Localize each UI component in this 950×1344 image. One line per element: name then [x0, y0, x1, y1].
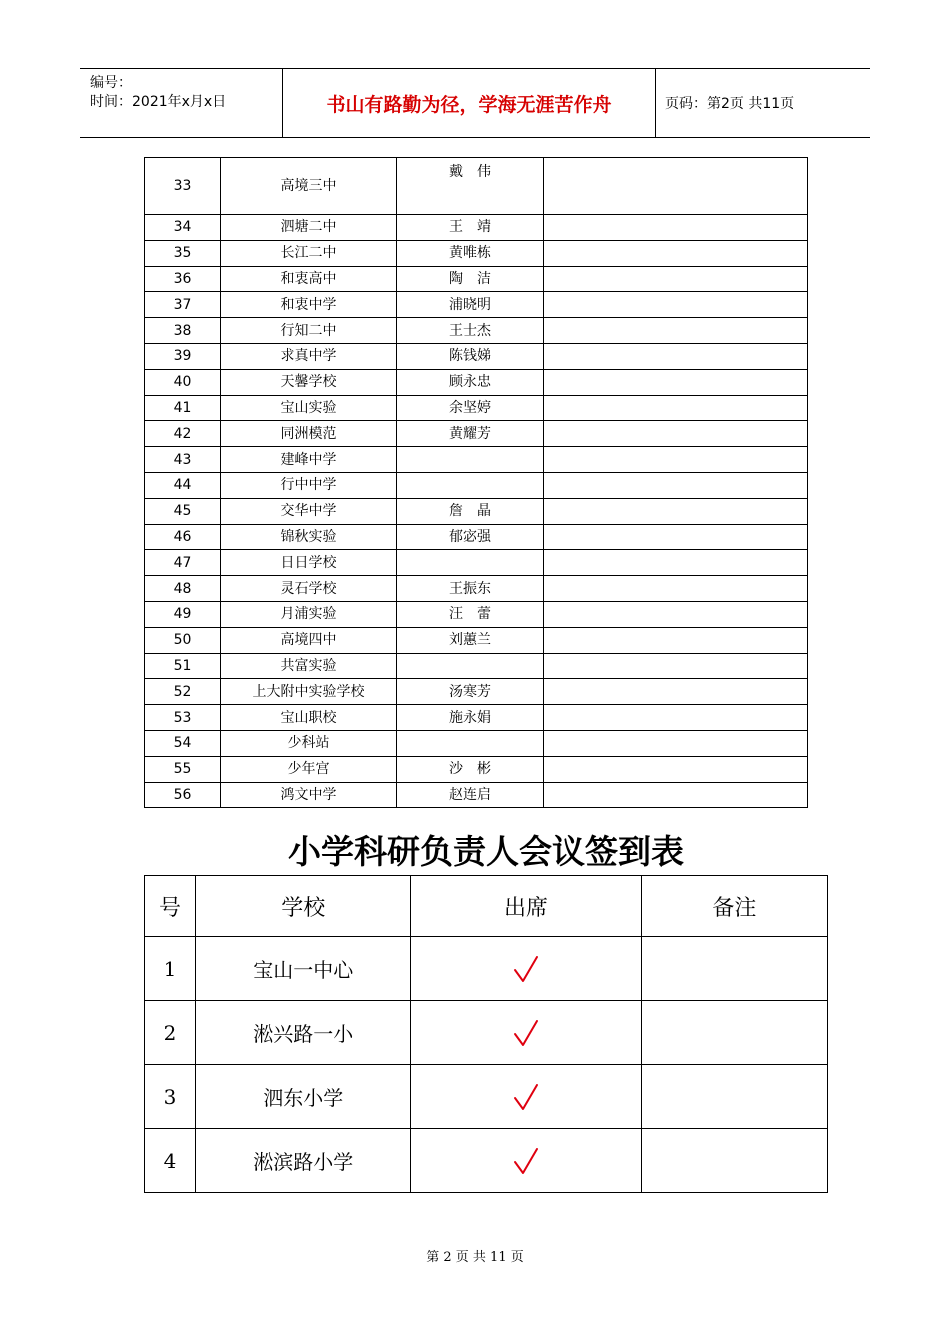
contact-person — [397, 447, 544, 473]
page-header — [80, 68, 870, 138]
school-name: 高境四中 — [221, 627, 397, 653]
row-number: 42 — [145, 421, 221, 447]
secondary-school-table-body — [145, 158, 808, 808]
row-number: 33 — [145, 158, 221, 215]
header-note: 备注 — [641, 876, 827, 937]
contact-person: 沙 彬 — [397, 756, 544, 782]
row-number: 43 — [145, 447, 221, 473]
table-row — [145, 1001, 828, 1065]
school-name: 月浦实验 — [221, 601, 397, 627]
contact-person: 詹 晶 — [397, 498, 544, 524]
row-number: 48 — [145, 576, 221, 602]
remark — [544, 653, 808, 679]
remark — [544, 215, 808, 241]
school-name: 天馨学校 — [221, 369, 397, 395]
row-number: 41 — [145, 395, 221, 421]
row-number: 36 — [145, 266, 221, 292]
school-name: 长江二中 — [221, 240, 397, 266]
header-page-info: 页码：第2页 共11页 — [665, 96, 795, 112]
remark — [641, 1065, 827, 1129]
row-number: 45 — [145, 498, 221, 524]
remark — [641, 937, 827, 1001]
remark — [544, 158, 808, 215]
remark — [641, 1129, 827, 1193]
contact-person: 陈钱娣 — [397, 343, 544, 369]
school-name: 灵石学校 — [221, 576, 397, 602]
serial-label: 编号： — [90, 75, 132, 91]
contact-person: 黄唯栋 — [397, 240, 544, 266]
table-row — [145, 421, 808, 447]
remark — [544, 447, 808, 473]
table-row — [145, 576, 808, 602]
table-row — [145, 395, 808, 421]
remark — [544, 498, 808, 524]
school-name: 宝山职校 — [221, 705, 397, 731]
attendance-cell — [411, 1129, 641, 1193]
table-row — [145, 730, 808, 756]
remark — [544, 730, 808, 756]
page-footer: 第 2 页 共 11 页 — [426, 1250, 524, 1265]
school-name: 宝山一中心 — [196, 937, 411, 1001]
contact-person — [397, 653, 544, 679]
table-row — [145, 266, 808, 292]
contact-person: 陶 洁 — [397, 266, 544, 292]
remark — [544, 369, 808, 395]
remark — [544, 756, 808, 782]
attendance-cell — [411, 1001, 641, 1065]
school-name: 泗东小学 — [196, 1065, 411, 1129]
school-name: 行知二中 — [221, 318, 397, 344]
row-number: 49 — [145, 601, 221, 627]
school-name: 宝山实验 — [221, 395, 397, 421]
row-number: 1 — [145, 937, 196, 1001]
row-number: 38 — [145, 318, 221, 344]
row-number: 3 — [145, 1065, 196, 1129]
remark — [544, 705, 808, 731]
contact-person: 汤寒芳 — [397, 679, 544, 705]
header-attend: 出席 — [411, 876, 641, 937]
contact-person: 王士杰 — [397, 318, 544, 344]
table-row — [145, 653, 808, 679]
table-row — [145, 550, 808, 576]
sign-in-table-header — [145, 876, 828, 937]
contact-person: 黄耀芳 — [397, 421, 544, 447]
table-row — [145, 498, 808, 524]
row-number: 39 — [145, 343, 221, 369]
school-name: 和衷高中 — [221, 266, 397, 292]
school-name: 同洲模范 — [221, 421, 397, 447]
school-name: 和衷中学 — [221, 292, 397, 318]
table-row — [145, 627, 808, 653]
remark — [544, 472, 808, 498]
remark — [544, 679, 808, 705]
school-name: 淞滨路小学 — [196, 1129, 411, 1193]
contact-person: 王 靖 — [397, 215, 544, 241]
row-number: 54 — [145, 730, 221, 756]
row-number: 56 — [145, 782, 221, 808]
school-name: 共富实验 — [221, 653, 397, 679]
school-name: 淞兴路一小 — [196, 1001, 411, 1065]
school-name: 泗塘二中 — [221, 215, 397, 241]
school-name: 日日学校 — [221, 550, 397, 576]
remark — [544, 782, 808, 808]
remark — [544, 627, 808, 653]
row-number: 47 — [145, 550, 221, 576]
remark — [544, 601, 808, 627]
contact-person: 王振东 — [397, 576, 544, 602]
remark — [544, 318, 808, 344]
contact-person — [397, 472, 544, 498]
header-school: 学校 — [196, 876, 411, 937]
school-name: 上大附中实验学校 — [221, 679, 397, 705]
contact-person — [397, 730, 544, 756]
contact-person: 顾永忠 — [397, 369, 544, 395]
contact-person: 赵连启 — [397, 782, 544, 808]
table-row — [145, 679, 808, 705]
school-name: 锦秋实验 — [221, 524, 397, 550]
check-mark-icon — [513, 1147, 539, 1175]
table-row — [145, 158, 808, 215]
remark — [544, 524, 808, 550]
table-row — [145, 601, 808, 627]
row-number: 50 — [145, 627, 221, 653]
contact-person — [397, 550, 544, 576]
school-name: 少科站 — [221, 730, 397, 756]
contact-person: 郁宓强 — [397, 524, 544, 550]
table-row — [145, 369, 808, 395]
attendance-cell — [411, 1065, 641, 1129]
remark — [641, 1001, 827, 1065]
row-number: 51 — [145, 653, 221, 679]
contact-person: 戴 伟 — [397, 158, 544, 215]
header-motto: 书山有路勤为径，学海无涯苦作舟 — [282, 69, 656, 137]
row-number: 35 — [145, 240, 221, 266]
row-number: 55 — [145, 756, 221, 782]
header-meta — [80, 69, 282, 137]
check-mark-icon — [513, 1019, 539, 1047]
check-mark-icon — [513, 1083, 539, 1111]
contact-person: 浦晓明 — [397, 292, 544, 318]
sign-in-table — [144, 875, 828, 1193]
remark — [544, 292, 808, 318]
table-row — [145, 782, 808, 808]
remark — [544, 421, 808, 447]
table-row — [145, 937, 828, 1001]
contact-person: 施永娟 — [397, 705, 544, 731]
remark — [544, 266, 808, 292]
attendance-cell — [411, 937, 641, 1001]
table-row — [145, 524, 808, 550]
row-number: 37 — [145, 292, 221, 318]
row-number: 52 — [145, 679, 221, 705]
row-number: 4 — [145, 1129, 196, 1193]
row-number: 34 — [145, 215, 221, 241]
table-row — [145, 292, 808, 318]
table-row — [145, 472, 808, 498]
remark — [544, 576, 808, 602]
table-row — [145, 318, 808, 344]
check-mark-icon — [513, 955, 539, 983]
row-number: 44 — [145, 472, 221, 498]
row-number: 2 — [145, 1001, 196, 1065]
school-name: 行中中学 — [221, 472, 397, 498]
row-number: 46 — [145, 524, 221, 550]
row-number: 40 — [145, 369, 221, 395]
school-name: 少年宫 — [221, 756, 397, 782]
school-name: 交华中学 — [221, 498, 397, 524]
table-row — [145, 215, 808, 241]
remark — [544, 343, 808, 369]
table-row — [145, 1065, 828, 1129]
school-name: 求真中学 — [221, 343, 397, 369]
school-name: 鸿文中学 — [221, 782, 397, 808]
time-label: 时间：2021年x月x日 — [90, 94, 227, 110]
table-row — [145, 343, 808, 369]
contact-person: 汪 蕾 — [397, 601, 544, 627]
school-name: 高境三中 — [221, 158, 397, 215]
header-no: 号 — [145, 876, 196, 937]
remark — [544, 395, 808, 421]
row-number: 53 — [145, 705, 221, 731]
table-row — [145, 447, 808, 473]
sign-in-table-body — [145, 876, 828, 1193]
table-row — [145, 705, 808, 731]
table-row — [145, 240, 808, 266]
secondary-school-table — [144, 157, 808, 808]
remark — [544, 550, 808, 576]
contact-person: 余坚婷 — [397, 395, 544, 421]
table-row — [145, 1129, 828, 1193]
remark — [544, 240, 808, 266]
table-row — [145, 756, 808, 782]
school-name: 建峰中学 — [221, 447, 397, 473]
contact-person: 刘蕙兰 — [397, 627, 544, 653]
sign-in-sheet-title: 小学科研负责人会议签到表 — [288, 832, 684, 871]
